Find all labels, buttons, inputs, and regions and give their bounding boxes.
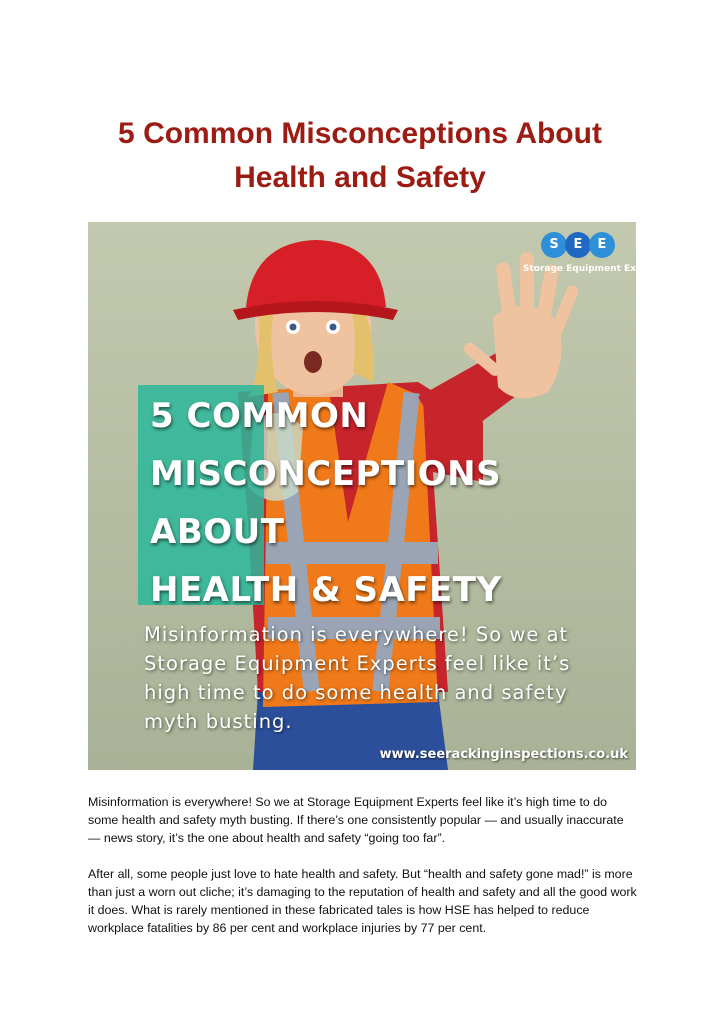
- headline-line-2: MISCONCEPTIONS: [150, 454, 502, 494]
- headline-line-3: ABOUT: [150, 512, 285, 552]
- hero-subline: [144, 620, 624, 736]
- logo-letter-s: S: [541, 232, 567, 258]
- hero-image: [88, 222, 663, 770]
- page-title-line-1: 5 Common Misconceptions About: [118, 117, 602, 150]
- second-paragraph: After all, some people just love to hate health and safety. But “health and safety gone mad!” is more than just a worn out cliche; it’s damaging to the reputation of health and safety and all the good work it does. What is rarely mentioned in these fabricated tales is how HSE has helped to reduce workplace fatalities by 86 per cent and workplace injuries by 77 per cent.: [88, 867, 637, 935]
- subline-line-3: high time to do some health and safety: [144, 681, 568, 704]
- headline-line-1: 5 COMMON: [150, 396, 369, 436]
- logo-company-name: Storage Equipment Experts: [523, 264, 663, 274]
- page-title-line-2: Health and Safety: [234, 161, 486, 194]
- subline-line-2: Storage Equipment Experts feel like it’s: [144, 652, 571, 675]
- intro-paragraph: Misinformation is everywhere! So we at Storage Equipment Experts feel like it’s high time to do some health and safety myth busting. If there’s one consistently popular — and usually inaccurate — news story, it’s the one about health and safety “going too far”.: [88, 795, 624, 845]
- subline-line-1: Misinformation is everywhere! So we at: [144, 623, 569, 646]
- page-title: [60, 112, 660, 200]
- see-logo: [523, 232, 663, 274]
- logo-letter-e2: E: [589, 232, 615, 258]
- logo-letter-e1: E: [565, 232, 591, 258]
- headline-line-4: HEALTH & SAFETY: [150, 570, 502, 610]
- website-url: www.seerackinginspections.co.uk: [379, 747, 628, 762]
- subline-line-4: myth busting.: [144, 710, 293, 733]
- hero-headline: [150, 387, 630, 619]
- logo-circles: [523, 232, 633, 258]
